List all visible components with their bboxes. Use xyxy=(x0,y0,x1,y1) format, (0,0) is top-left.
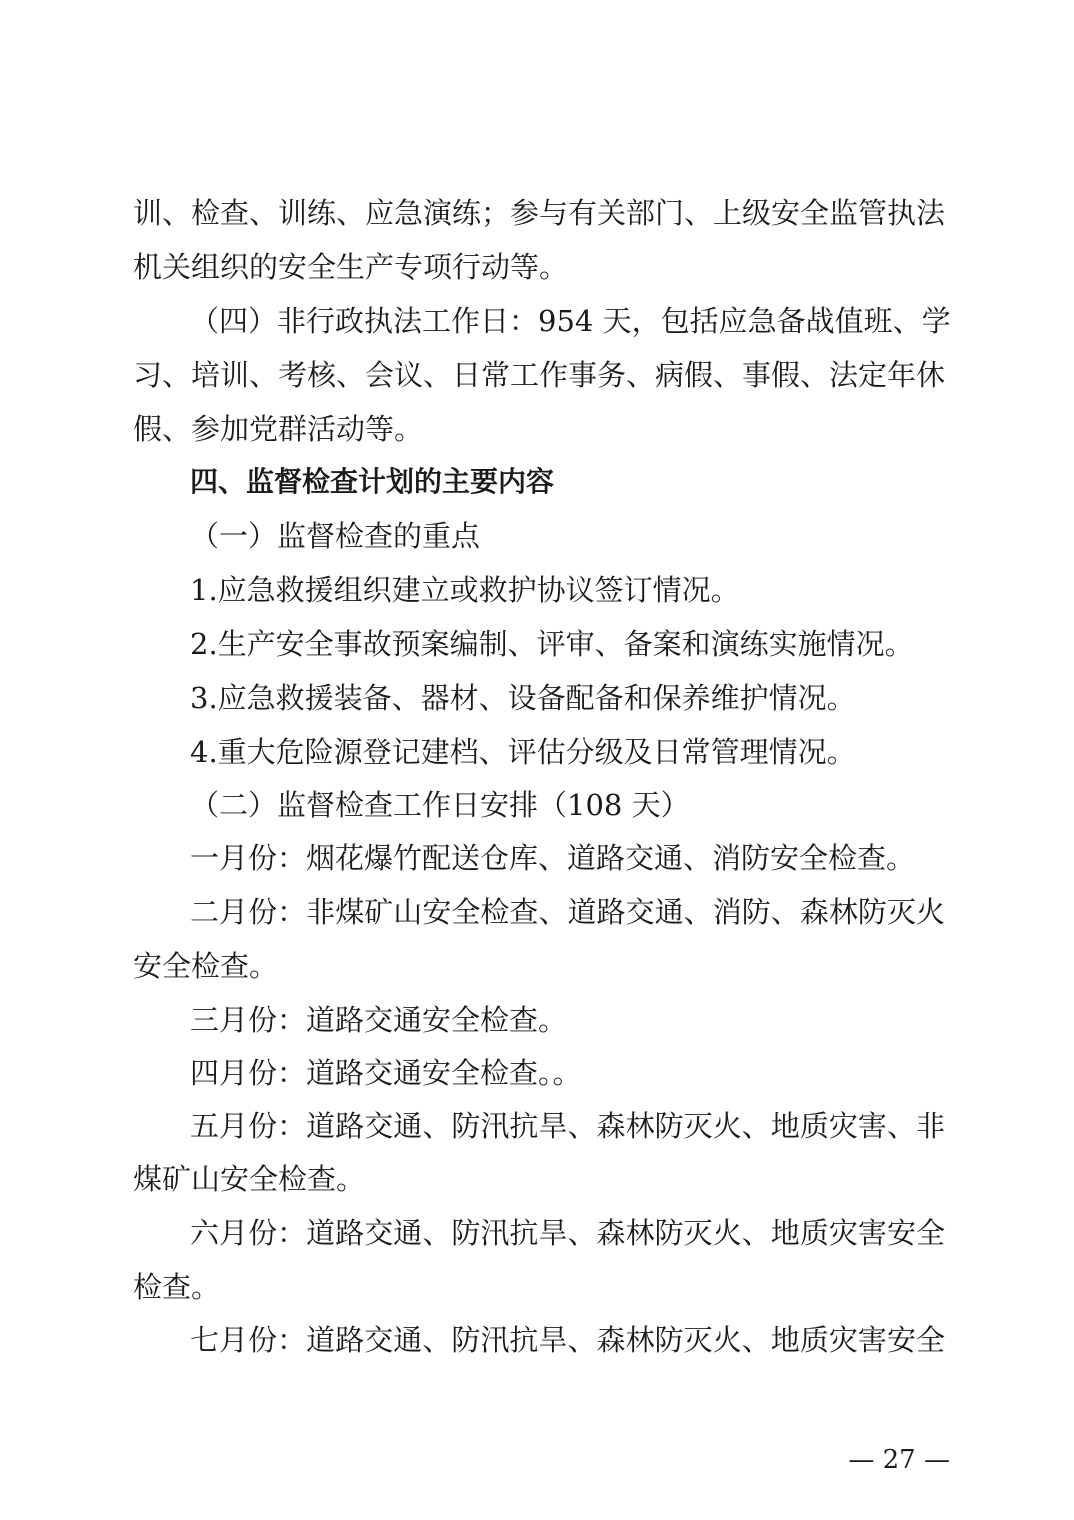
text-line: 煤矿山安全检查。 xyxy=(133,1162,366,1196)
list-item: 2.生产安全事故预案编制、评审、备案和演练实施情况。 xyxy=(190,627,914,661)
month-item: 六月份：道路交通、防汛抗旱、森林防灭火、地质灾害安全 xyxy=(190,1216,945,1250)
list-item: 4.重大危险源登记建档、评估分级及日常管理情况。 xyxy=(190,735,856,769)
text-line: 安全检查。 xyxy=(133,949,279,983)
text-line: 假、参加党群活动等。 xyxy=(133,412,424,446)
month-item: 四月份：道路交通安全检查。。 xyxy=(190,1056,582,1090)
month-item: 五月份：道路交通、防汛抗旱、森林防灭火、地质灾害、非 xyxy=(190,1109,945,1143)
text-line: 习、培训、考核、会议、日常工作事务、病假、事假、法定年休 xyxy=(133,358,946,392)
month-item: 三月份：道路交通安全检查。 xyxy=(190,1003,568,1037)
list-item: 3.应急救援装备、器材、设备配备和保养维护情况。 xyxy=(190,681,856,715)
list-item: 1.应急救援组织建立或救护协议签订情况。 xyxy=(190,573,740,607)
subsection-heading: （一）监督检查的重点 xyxy=(190,519,481,553)
paragraph-start: （四）非行政执法工作日：954 天，包括应急备战值班、学 xyxy=(190,304,951,338)
page-number: — 27 — xyxy=(848,1445,950,1475)
month-item: 一月份：烟花爆竹配送仓库、道路交通、消防安全检查。 xyxy=(190,841,916,875)
month-item: 二月份：非煤矿山安全检查、道路交通、消防、森林防灭火 xyxy=(190,895,945,929)
text-line: 机关组织的安全生产专项行动等。 xyxy=(133,250,569,284)
text-line: 训、检查、训练、应急演练；参与有关部门、上级安全监管执法 xyxy=(133,196,946,230)
section-heading: 四、监督检查计划的主要内容 xyxy=(190,465,555,498)
subsection-heading: （二）监督检查工作日安排（108 天） xyxy=(190,788,690,822)
text-line: 检查。 xyxy=(133,1270,221,1304)
month-item: 七月份：道路交通、防汛抗旱、森林防灭火、地质灾害安全 xyxy=(190,1323,945,1357)
